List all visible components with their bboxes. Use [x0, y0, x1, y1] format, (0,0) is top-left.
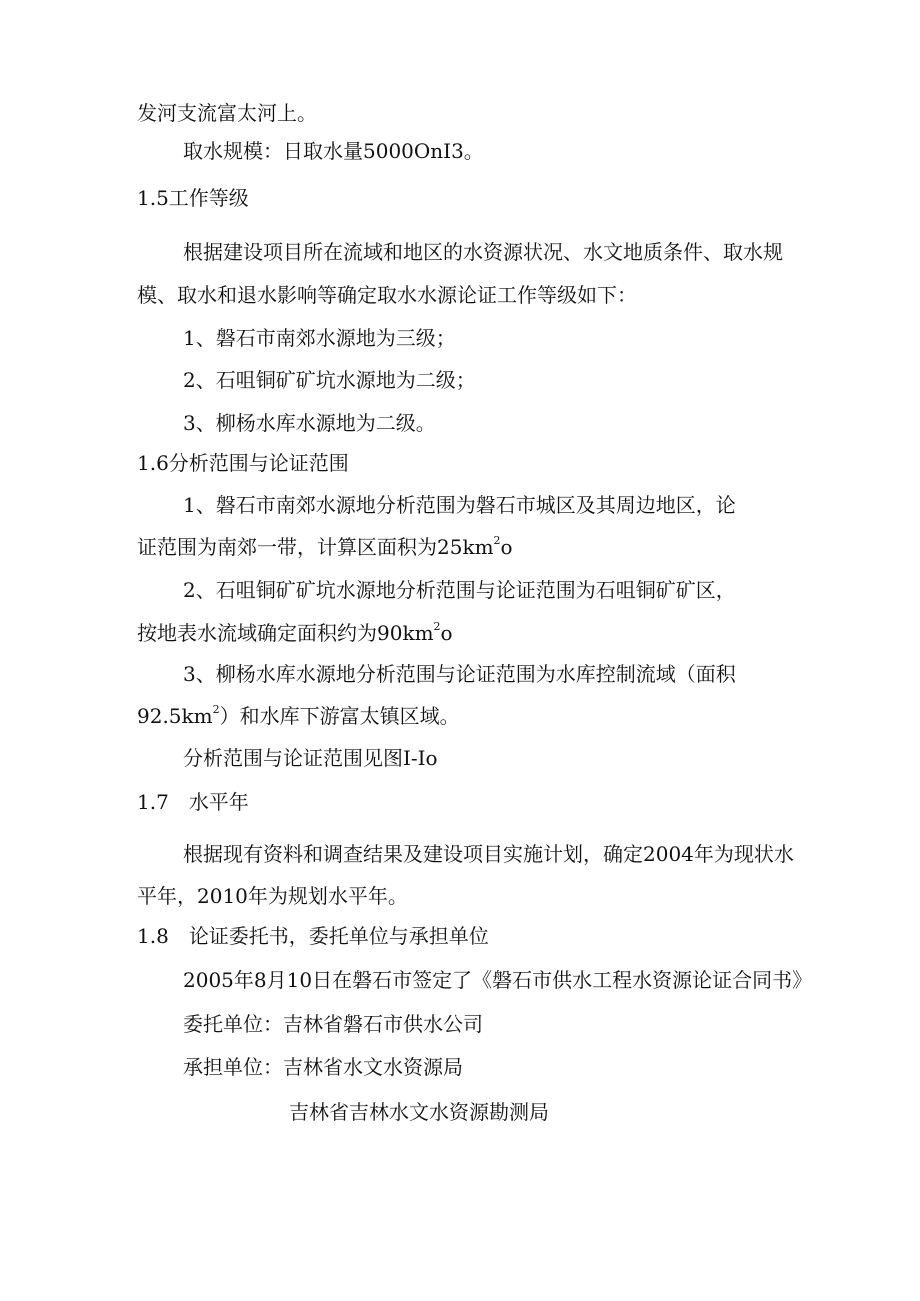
- paragraph-line: [137, 621, 453, 645]
- section-heading-1-5: 1.5工作等级: [137, 186, 249, 210]
- section-heading-1-8: [137, 924, 489, 948]
- list-item: 3、柳杨水库水源地分析范围与论证范围为水库控制流域（面积: [183, 662, 736, 686]
- region-text: ）和水库下游富太镇区域。: [219, 704, 460, 728]
- list-item: 2、石咀铜矿矿坑水源地分析范围与论证范围为石咀铜矿矿区，: [183, 578, 736, 602]
- contractor-unit-line: 承担单位：吉林省水文水资源局: [183, 1055, 463, 1079]
- intake-scale-line: 取水规模：日取水量5000OnI3。: [183, 139, 484, 163]
- paragraph-line: 发河支流富太河上。: [137, 101, 317, 125]
- section-heading-1-6: 1.6分析范围与论证范围: [137, 451, 349, 475]
- area-text: 92.5km: [137, 704, 213, 728]
- list-item: 3、柳杨水库水源地为二级。: [183, 411, 436, 435]
- trailing-mark: o: [440, 621, 453, 645]
- contractor-unit-line-2: 吉林省吉林水文水资源勘测局: [289, 1100, 549, 1124]
- client-unit-line: 委托单位：吉林省磐石市供水公司: [183, 1012, 483, 1036]
- list-item: 2、石咀铜矿矿坑水源地为二级；: [183, 368, 476, 392]
- paragraph-line: 模、取水和退水影响等确定取水水源论证工作等级如下：: [137, 283, 637, 307]
- area-text: 证范围为南郊一带，计算区面积为25km: [137, 535, 494, 559]
- paragraph-line: 根据现有资料和调查结果及建设项目实施计划，确定2004年为现状水: [183, 842, 794, 866]
- trailing-mark: o: [500, 535, 513, 559]
- paragraph-line: [137, 704, 460, 728]
- section-heading-1-7: [137, 790, 249, 814]
- section-title: 水平年: [188, 790, 249, 814]
- paragraph-line: 2005年8月10日在磐石市签定了《磐石市供水工程水资源论证合同书》: [183, 968, 813, 992]
- superscript: 2: [493, 534, 501, 548]
- list-item: 1、磐石市南郊水源地为三级；: [183, 326, 456, 350]
- superscript: 2: [212, 703, 220, 717]
- paragraph-line: 根据建设项目所在流域和地区的水资源状况、水文地质条件、取水规: [183, 240, 783, 264]
- section-number: 1.7: [137, 790, 169, 814]
- list-item: 1、磐石市南郊水源地分析范围为磐石市城区及其周边地区，论: [183, 493, 736, 517]
- area-text: 按地表水流域确定面积约为90km: [137, 621, 434, 645]
- superscript: 2: [433, 620, 441, 634]
- section-number: 1.8: [137, 924, 169, 948]
- section-title: 论证委托书，委托单位与承担单位: [188, 924, 489, 948]
- figure-reference: 分析范围与论证范围见图I-Io: [183, 746, 438, 770]
- paragraph-line: [137, 535, 513, 559]
- paragraph-line: 平年，2010年为规划水平年。: [137, 884, 408, 908]
